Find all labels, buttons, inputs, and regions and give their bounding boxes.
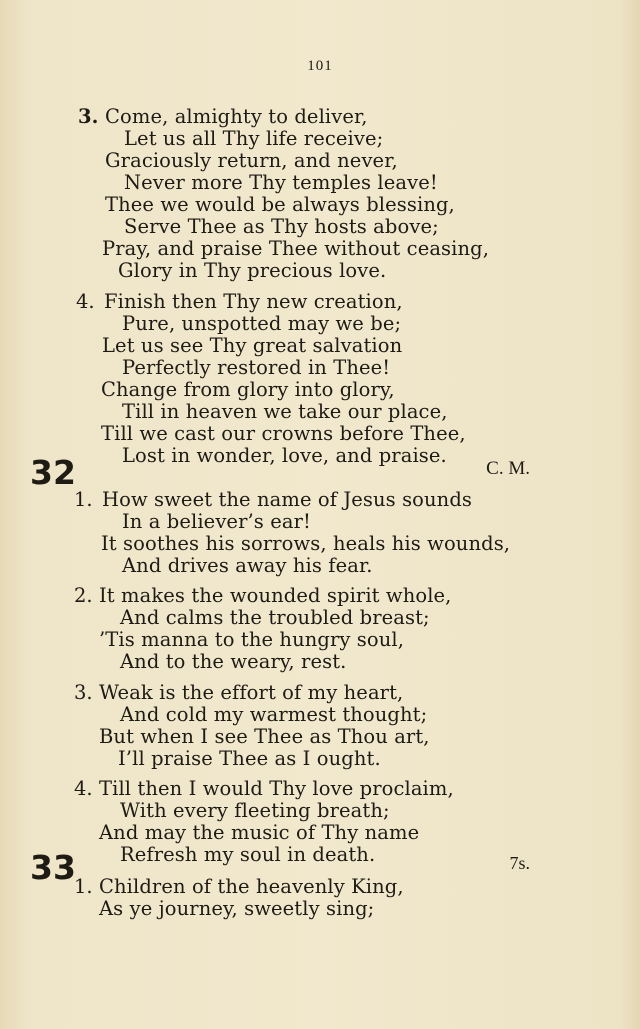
verse-line: Till in heaven we take our place, [122, 400, 448, 423]
verse-line: Never more Thy temples leave! [124, 171, 438, 194]
verse-line: And drives away his fear. [122, 554, 373, 577]
verse-line: In a believer’s ear! [122, 510, 311, 533]
verse-line: Till then I would Thy love proclaim, [99, 777, 454, 800]
page-number: 101 [307, 58, 333, 74]
verse-line: Pure, unspotted may we be; [122, 312, 402, 335]
hymn-number: 32 [30, 453, 76, 492]
verse-line: Graciously return, and never, [105, 149, 398, 172]
verse-number: 1. [74, 488, 93, 511]
verse-line: Come, almighty to deliver, [105, 105, 368, 128]
verse-line: Thee we would be always blessing, [105, 193, 455, 216]
verse-line: Children of the heavenly King, [99, 875, 404, 898]
verse-line: And may the music of Thy name [99, 821, 420, 844]
verse-line: Weak is the effort of my heart, [99, 681, 404, 704]
verse-line: ’Tis manna to the hungry soul, [99, 628, 405, 651]
hymn-meter: 7s. [509, 853, 530, 873]
hymn-meter: C. M. [486, 458, 530, 479]
verse-line: And calms the troubled breast; [120, 606, 430, 629]
verse-line: How sweet the name of Jesus sounds [102, 488, 473, 511]
verse-line: I’ll praise Thee as I ought. [118, 747, 381, 770]
verse-line: Serve Thee as Thy hosts above; [124, 215, 439, 238]
verse-number: 3. [78, 105, 99, 128]
verse-line: Till we cast our crowns before Thee, [101, 422, 466, 445]
verse-number: 3. [74, 681, 93, 704]
verse-number: 4. [74, 777, 93, 800]
verse-line: And to the weary, rest. [120, 650, 347, 673]
verse-number: 1. [74, 875, 93, 898]
verse-line: And cold my warmest thought; [120, 703, 428, 726]
verse-number: 4. [76, 290, 95, 313]
verse-line: Glory in Thy precious love. [118, 259, 387, 282]
verse-line: Pray, and praise Thee without ceasing, [102, 237, 490, 260]
verse-line: Finish then Thy new creation, [104, 290, 403, 313]
verse-line: It makes the wounded spirit whole, [99, 584, 452, 607]
verse-line: Lost in wonder, love, and praise. [122, 444, 447, 467]
verse-line: As ye journey, sweetly sing; [99, 897, 375, 920]
hymn-number: 33 [30, 848, 76, 887]
verse-line: With every fleeting breath; [120, 799, 390, 822]
verse-number: 2. [74, 584, 93, 607]
verse-line: Let us see Thy great salvation [102, 334, 403, 357]
verse-line: Change from glory into glory, [101, 378, 395, 401]
verse-line: It soothes his sorrows, heals his wounds, [101, 532, 511, 555]
verse-line: Perfectly restored in Thee! [122, 356, 391, 379]
verse-line: Let us all Thy life receive; [124, 127, 384, 150]
verse-line: Refresh my soul in death. [120, 843, 376, 866]
verse-line: But when I see Thee as Thou art, [99, 725, 430, 748]
